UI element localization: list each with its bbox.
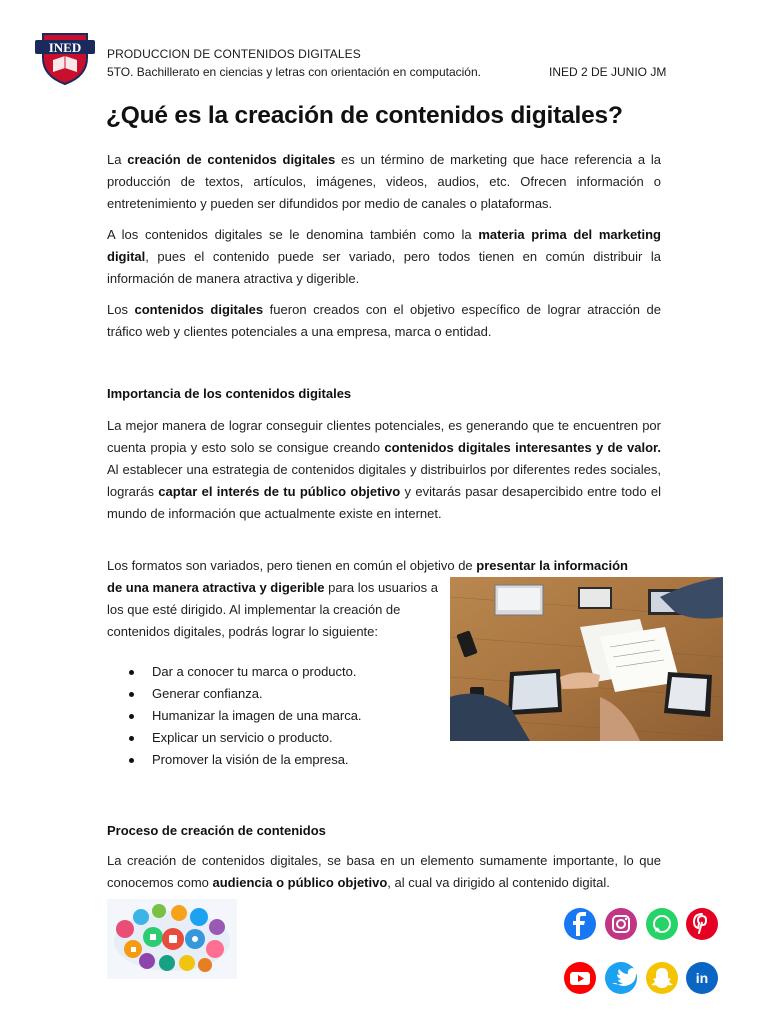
header-date: INED 2 DE JUNIO JM — [549, 65, 667, 79]
importance-paragraph-2-line1: Los formatos son variados, pero tienen en común el objetivo de presentar la información — [107, 558, 628, 573]
list-item: Explicar un servicio o producto. — [107, 727, 362, 749]
snapchat-icon — [646, 962, 678, 994]
header-course-title: PRODUCCION DE CONTENIDOS DIGITALES — [107, 47, 361, 61]
list-item: Dar a conocer tu marca o producto. — [107, 661, 362, 683]
importance-paragraph-2-rest: de una manera atractiva y digerible para los usuarios a los que esté dirigido. Al implementar la creación de contenidos digitales, podrás lograr lo siguiente: — [107, 580, 438, 639]
logo-text: INED — [48, 40, 82, 55]
whatsapp-icon — [646, 908, 678, 940]
social-icons-group — [562, 904, 722, 1000]
list-item: Humanizar la imagen de una marca. — [107, 705, 362, 727]
social-media-cloud-image — [107, 899, 237, 979]
page-title: ¿Qué es la creación de contenidos digitales? — [106, 102, 623, 129]
process-paragraph-1: La creación de contenidos digitales, se basa en un elemento sumamente importante, lo que conocemos como audiencia o público objetivo, al cual va dirigido al contenido digital. — [107, 853, 661, 890]
linkedin-icon-text: in — [695, 970, 709, 986]
intro-paragraph-2: A los contenidos digitales se le denomina también como la materia prima del marketing digital, pues el contenido puede ser variado, pero todos tienen en común distribuir la información de manera atractiva y digerible. — [107, 227, 661, 286]
intro-paragraph-1: La creación de contenidos digitales es un término de marketing que hace referencia a la producción de textos, artículos, imágenes, videos, audios, etc. Ofrecen información o entretenimiento y pueden ser difundidos por medio de canales o plataformas. — [107, 152, 661, 211]
facebook-icon — [564, 908, 596, 940]
list-item: Promover la visión de la empresa. — [107, 749, 362, 771]
list-item: Generar confianza. — [107, 683, 362, 705]
process-heading: Proceso de creación de contenidos — [107, 823, 326, 838]
team-laptops-photo — [450, 577, 723, 741]
instagram-icon — [605, 908, 637, 940]
pinterest-icon — [686, 908, 718, 940]
linkedin-icon — [686, 962, 718, 994]
benefits-list — [107, 661, 362, 771]
ined-logo — [33, 28, 97, 86]
youtube-icon — [564, 962, 596, 994]
twitter-icon — [605, 962, 639, 994]
intro-paragraph-3: Los contenidos digitales fueron creados con el objetivo específico de lograr atracción de tráfico web y clientes potenciales a una empresa, marca o entidad. — [107, 302, 662, 339]
header-grade: 5TO. Bachillerato en ciencias y letras con orientación en computación. — [107, 65, 481, 79]
importance-heading: Importancia de los contenidos digitales — [107, 386, 352, 401]
importance-paragraph-1: La mejor manera de lograr conseguir clientes potenciales, es generando que te encuentren por cuenta propia y esto solo se consigue creando contenidos digitales interesantes y de valor. Al establecer una estrategia de contenidos digitales y distribuirlos por diferentes redes sociales, lograrás captar el interés de tu público objetivo y evitarás pasar desapercibido entre todo el mundo de información que actualmente existe en internet. — [107, 418, 662, 521]
